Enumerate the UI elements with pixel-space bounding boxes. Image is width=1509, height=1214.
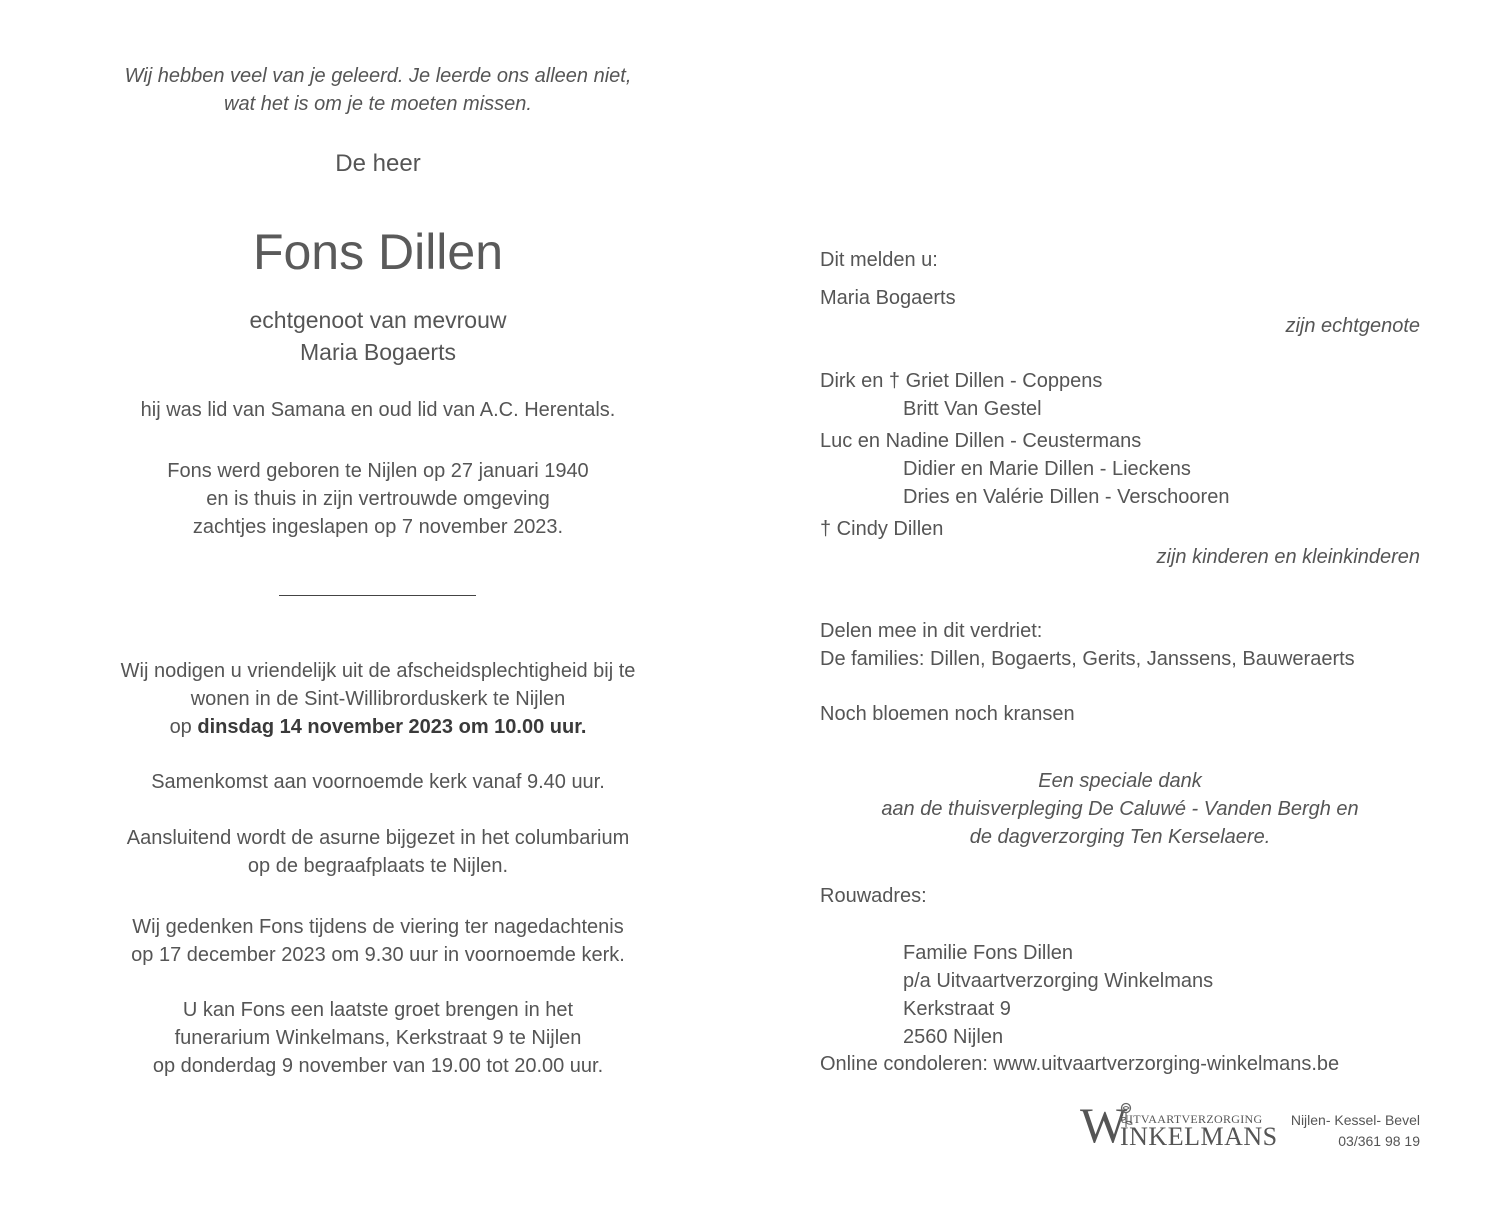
- spouse-name: Maria Bogaerts: [820, 287, 956, 309]
- membership-text: hij was lid van Samana en oud lid van A.C. Herentals.: [140, 399, 616, 421]
- announcement-intro: Dit melden u:: [820, 249, 938, 271]
- logo-top-text: UITVAARTVERZORGING: [1120, 1112, 1263, 1126]
- funeral-home-contact: [1280, 1110, 1420, 1152]
- birth-death-text: [100, 457, 656, 541]
- address-line: Kerkstraat 9: [903, 998, 1011, 1020]
- farewell-line: op donderdag 9 november van 19.00 tot 20.00 uur.: [152, 1055, 604, 1077]
- share-label: Delen mee in dit verdriet:: [820, 620, 1043, 642]
- address-line: p/a Uitvaartverzorging Winkelmans: [903, 970, 1214, 992]
- invite-prefix: op: [169, 716, 192, 738]
- thanks-line: de dagverzorging Ten Kerselaere.: [969, 826, 1271, 848]
- urn-text: [80, 824, 676, 880]
- grandchild-entry: Didier en Marie Dillen - Lieckens: [903, 458, 1191, 480]
- urn-line: op de begraafplaats te Nijlen.: [247, 855, 509, 877]
- quote-line: Wij hebben veel van je geleerd. Je leerde ons alleen niet,: [124, 65, 632, 87]
- online-condolence: Online condoleren: www.uitvaartverzorging-winkelmans.be: [820, 1053, 1340, 1075]
- address-label: Rouwadres:: [820, 885, 927, 907]
- right-column: [820, 0, 1420, 1214]
- address-line: 2560 Nijlen: [903, 1026, 1004, 1048]
- grandchild-entry: Dries en Valérie Dillen - Verschooren: [903, 486, 1230, 508]
- spouse-role: zijn echtgenote: [1285, 315, 1420, 337]
- birth-line: zachtjes ingeslapen op 7 november 2023.: [192, 516, 564, 538]
- quote-line: wat het is om je te moeten missen.: [224, 93, 532, 115]
- address-line: Familie Fons Dillen: [903, 942, 1074, 964]
- farewell-text: [80, 996, 676, 1080]
- gathering-text: Samenkomst aan voornoemde kerk vanaf 9.40 uur.: [151, 771, 605, 793]
- memorial-service-text: [80, 913, 676, 969]
- divider-line: [279, 595, 476, 596]
- salutation: De heer: [335, 150, 421, 177]
- birth-line: Fons werd geboren te Nijlen op 27 januari 1940: [167, 460, 589, 482]
- farewell-line: funerarium Winkelmans, Kerkstraat 9 te Nijlen: [174, 1027, 582, 1049]
- child-entry: Luc en Nadine Dillen - Ceustermans: [820, 430, 1142, 452]
- thanks-line: Een speciale dank: [1038, 770, 1202, 792]
- birth-line: en is thuis in zijn vertrouwde omgeving: [206, 488, 550, 510]
- funeral-home-logo: [1080, 1097, 1280, 1153]
- flowers-note: Noch bloemen noch kransen: [820, 703, 1075, 725]
- deceased-name: Fons Dillen: [252, 224, 504, 280]
- farewell-line: U kan Fons een laatste groet brengen in het: [182, 999, 574, 1021]
- memorial-quote: [100, 62, 656, 118]
- children-role: zijn kinderen en kleinkinderen: [1156, 546, 1420, 568]
- spouse-line: Maria Bogaerts: [300, 339, 456, 365]
- ceremony-datetime: dinsdag 14 november 2023 om 10.00 uur.: [197, 716, 587, 738]
- logo-bottom-text: INKELMANS: [1120, 1122, 1278, 1151]
- locations-text: Nijlen- Kessel- Bevel: [1290, 1112, 1420, 1128]
- memorial-line: Wij gedenken Fons tijdens de viering ter nagedachtenis: [132, 916, 624, 938]
- ceremony-invitation: [80, 657, 676, 741]
- urn-line: Aansluitend wordt de asurne bijgezet in het columbarium: [126, 827, 630, 849]
- logo-initial: W: [1080, 1097, 1128, 1153]
- families-list: De families: Dillen, Bogaerts, Gerits, Janssens, Bauweraerts: [820, 648, 1355, 670]
- phone-number: 03/361 98 19: [1338, 1133, 1420, 1149]
- spouse-line: echtgenoot van mevrouw: [249, 307, 507, 333]
- thanks-line: aan de thuisverpleging De Caluwé - Vanden Bergh en: [881, 798, 1359, 820]
- grandchild-entry: Britt Van Gestel: [903, 398, 1042, 420]
- memorial-line: op 17 december 2023 om 9.30 uur in voornoemde kerk.: [131, 944, 625, 966]
- invite-line: Wij nodigen u vriendelijk uit de afscheidsplechtigheid bij te: [120, 660, 636, 682]
- child-entry: † Cindy Dillen: [820, 518, 944, 540]
- spouse-info: [100, 304, 656, 368]
- invite-line: wonen in de Sint-Willibrorduskerk te Nijlen: [190, 688, 566, 710]
- invite-line: [80, 713, 676, 741]
- child-entry: Dirk en † Griet Dillen - Coppens: [820, 370, 1103, 392]
